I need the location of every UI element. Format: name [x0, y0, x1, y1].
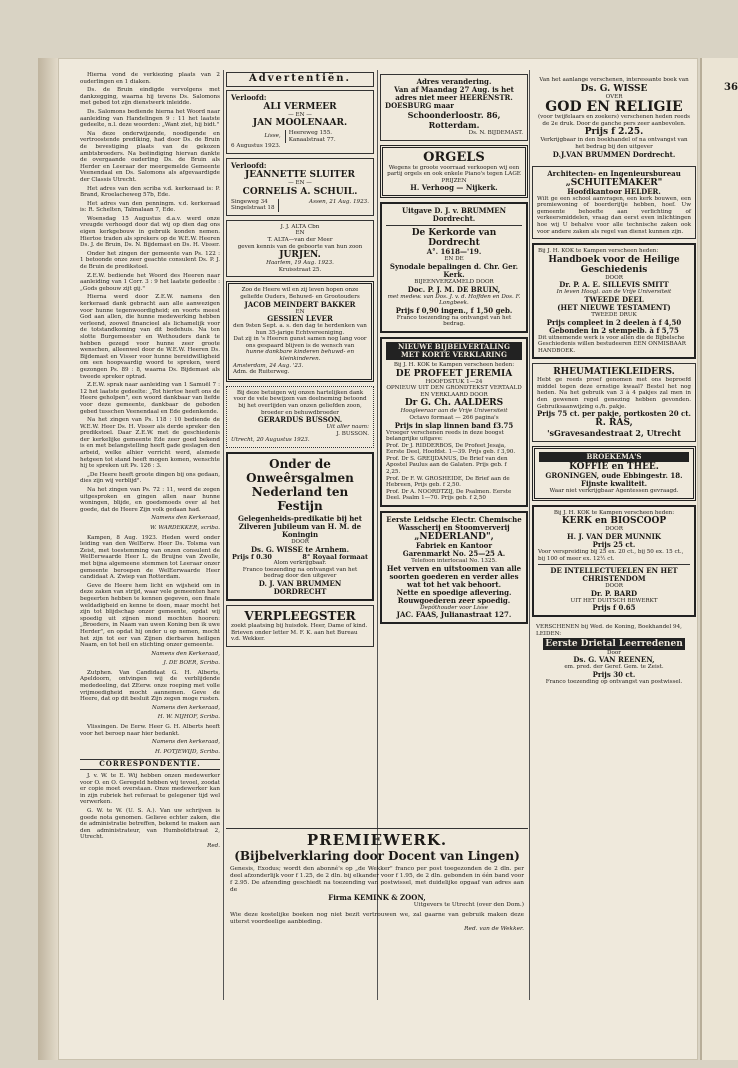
birth-notice: J. J. ALTA Cbn EN T. ALTA—van der Meer geven kennis van de geboorte van hun zoon JURJEN. Haarlem, 19 Aug. 1923. Kruisstraat 25.: [226, 220, 374, 278]
church-order-book-ad: Uitgave D. J. v. BRUMMEN Dordrecht. De Kerkorde van Dordrecht A°. 1618—'19. EN DE Synodale bepalingen d. Chr. Ger. Kerk. BIJEENVERZAMELD DOOR Doc. P. J. M. DE BRUIN, met medew. van Dos. J. v. d. Hoffden en Dos. F. Longbeek. Prijs f 0,90 ingen., f 1,50 geb. Franco toezending na ontvangst van het bedrag.: [380, 202, 528, 333]
signature-line: Namens den kerkeraad,: [151, 704, 220, 711]
correspondence-items: [80, 773, 220, 841]
paragraph: Prof. Dr F. W. GROSHEIDE, De Brief aan de Hebreen, Prijs geb. f 2,50.: [386, 475, 510, 489]
signature-name: J. DE BOER, Scriba.: [163, 660, 220, 667]
paragraph: Hierna werd door Z.E.W. namens den kerkeraad dank gebracht aan alle aanwezigen voor hunne tegenwoordigheid; en voorts meest God aan allen, die hunne medewerking hebben verleend, zoowel financieel als lichamelijk voor de totstandkoming van dit bedehuis. Na ten slotte Burgemeester en Wethouders dank te hebben gezegd voor hunne zeer groote wenschen, alleenwel door de W.E.W. Heeren Ds. Bijdemast en Visser voor hunne bereidwilligheid om een hoopvaardig woord te spreken, werd gezongen Ps. 89 : 8, waarna Ds. Bijdemast als tweede spreker optrad.: [80, 294, 220, 380]
sermons-book-ad: VERSCHENEN bij Wed. de Koning, Boekhandel 94, LEIDEN: Eerste Drietal Leerredenen Door Ds. G. VAN REENEN, em. pred. der Geref. Gem. te Zeist. Prijs 30 ct. Franco toezending op ontvangst van postwissel.: [536, 624, 683, 685]
sacred-history-handbook-ad: Bij J. H. KOK te Kampen verscheen heden: Handboek voor de Heilige Geschiedenis DOOR Dr. P. A. E. SILLEVIS SMITT In leven Hoogl. aan de Vrije Universiteit TWEEDE DEEL (HET NIEUWE TESTAMENT) TWEEDE DRUK Prijs compleet in 2 deelen à f 4,50 Gebonden in 2 stempelb. à f 5,75 Dit uitnemende werk is voor allen die de Bijbelsche Geschiedenis willen bestudeeren EEN ONMISBAAR HANDBOEK.: [532, 243, 696, 359]
dry-cleaning-ad: Eerste Leidsche Electr. Chemische Wasscherij en Stoomververij „NEDERLAND", Fabriek en Kantoor Garenmarkt No. 25—25 A. Telefoon interlocaal No. 1325. Het verven en uitstoomen van alle soorten goederen en verder alles wat tot het vak behoort. Nette en spoedige aflevering. Rouwgoederen zeer spoedig. Depôthouder voor Lisse JAC. FAAS, Julianastraat 127.: [380, 511, 528, 624]
news-paragraphs: [80, 670, 220, 703]
premium-work-ad: PREMIEWERK. (Bijbelverklaring door Docent van Lingen) Genesis, Exodus; wordt den abonné's op „de Wekker" franco per post toegezonden de 2 dln. per deel afzonderlijk voor f 1.25, de 2 dln. bij elkander voor f 1.95, de 2 dln. gebonden in één band voor f 2.95. De afzending geschiedt na toezending van postwissel, met duidelijke opgaaf van adres aan de Firma KEMINK & ZOON, Uitgevers te Utrecht (over den Dom.) Wie deze kostelijke boeken nog niet bezit vertrouwen we, zal gaarne van gebruik maken deze uiterst voordeelige aanbieding. Red. van de Wekker.: [226, 828, 528, 936]
signature-line: Namens den Kerkeraad,: [151, 515, 220, 522]
paragraph: Na het zingen van Ps. 72 : 11, werd de zegen uitgesproken en gingen allen naar hunne woningen, blijde, en goedsmoeds over al het goede, dat de Heere Zijn volk gedaan had.: [80, 487, 220, 513]
column-rule: [529, 70, 530, 1000]
paragraph: Zutphen. Van Candidaat G. H. Alberts, Apeldoorn, ontvingen wij de verblijdende mededeeling, dat ZEerw. onze roeping met volle vrijmoedigheid mocht aannemen. Geve de Heere, dat op dit besluit Zijn zegen moge rusten.: [80, 669, 220, 703]
anniversary-notice: Zoo de Heere wil en zij leven hopen onze geliefde Ouders, Behuwd- en Grootouders JACOB MEINDERT BAKKER EN GESSIEN LEVER den 9sten Sept. a. s. den dag te herdenken van hun 35-jarige Echtvereeniging. Dat zij in 's Heeren gunst samen nog lang voor ons gespaard blijven is de wensch van hunne dankbare kinderen behuwd- en kleinkinderen. Amsterdam, 24 Aug. '23. Adm. de Ruiterweg.: [226, 281, 374, 382]
paragraph: Prof. Dr A. NOORDTZIJ, De Psalmen. Eerste Deel. Psalm 1—70. Prijs geb. f 2,50: [386, 488, 512, 502]
paragraph: Z.E.W. sprak naar aanleiding van 1 Samuël 7 : 12 het laatste gedeelte: „Tot hiertoe heeft ons de Heere geholpen", een woord dankbaar van liefde voor deze gemeente, dankbaar de geboden gebed tusschen Veenendaal en Ede gedenkende.: [80, 382, 220, 415]
paragraph: Ds. de Bruin eindigde vervolgens met dankzegging, waarna hij tevens Ds. Salomons met gebed tot zijn dienstwerk inleidde.: [80, 87, 220, 107]
advertisements-masthead: Advertentiën.: [226, 72, 374, 87]
paragraph: Onder het zingen der gemeente van Ps. 122 : 1 betoonde onze zeer geachte consulent Ds. P. J. de Bruin de predikstoel.: [80, 250, 220, 271]
column-news: [80, 72, 220, 853]
column-advertisements-2: [380, 72, 528, 628]
sermon-book-ad: Onder de Onweêrsgalmen Nederland ten Festijn Gelegenheids-predikatie bij het Zilveren Jubileum van H. M. de Koningin DOOR Ds. G. WISSE te Arnhem. Prijs f 0.30 8° Royaal formaat Alom verkrijgbaar. Franco toezending na ontvangst van het bedrag door den uitgever D. J. VAN BRUMMEN DORDRECHT: [226, 452, 374, 601]
paragraph: G. W. te W. (U. S. A.). Van uw schrijven is goede nota genomen. Gelieve echter zaken, die de administratie betreffen, bekend te maken aan den administrateur, van Humboldtstraat 2, Utrecht.: [80, 807, 220, 841]
news-paragraphs: [80, 724, 220, 737]
god-religion-book-ad: Van het aanlange verschenen, interessante boek van Ds. G. WISSE OVER GOD EN RELIGIE (voor twijfelaars en zoekers) verschenen heden reeds de 2e druk. Door de ganche pers zeer aanbevolen. Prijs f 2.25. Verkrijgbaar in den boekhandel of na ontvangst van het bedrag bij den uitgever D.J.VAN BRUMMEN Dordrecht.: [537, 77, 691, 159]
engagement-notice: Verloofd: ALI VERMEER — EN — JAN MOOLENAAR. Lisse, Heereweg 155. Kanaalstraat 77. 6 Augustus 1923.: [226, 90, 374, 154]
news-paragraphs: [80, 535, 220, 649]
paragraph: Vlissingen. De Eerw. Heer G. H. Alberts heeft voor het beroep naar hier bedankt.: [80, 724, 220, 737]
architect-bureau-ad: Architecten- en Ingenieursbureau „SCHUITEMAKER" Hoofdkantoor HELDER. Wilt ge een school aanvragen, een kerk bouwen, een premiewoning of boerderijtje hebben, hoef. Uw gemeente behoefte aan verlichting of verkeersmiddelen, vraag dan eerst even inlichtingen hoe wij U behalve voor alle technische zaken ook voor andere zaken als regel van dienst kunnen zijn.: [532, 166, 696, 240]
paragraph: Kampen, 8 Aug. 1923. Heden werd onder leiding van den WelEerw. Heer Ds. Tolsma van Zeist, met toestemming van onzen consulent de WelEerwaarde Heer L. de Bruijne van Zwolle, met bijna algemeene stemmen tot Leeraar onzer gemeente beroepen de WelEerwaarde Heer candidaat A. Zwiep van Rotterdam.: [80, 534, 220, 581]
nurse-ad: VERPLEEGSTER zoekt plaatsing bij huisdok. Heer, Dame of kind. Brieven onder letter M. F. K. aan het Bureau v.d. Wekker.: [226, 605, 374, 647]
paragraph: Prof. Dr J. RIDDERBOS, De Profeet Jesaja, Eerste Deel, Hoofdst. 1—39. Prijs geb. f 3,90.: [386, 442, 516, 456]
paragraph: Geve de Heere hem licht en wijsheid om in deze zaken van strijd, waar vele gemeenten hare begeerten hebben te kennen gegeven, een finale weldadigheid en kenne te doen, maar mocht het zijn tot blijdschap onzer gemeente, opdat wij spoedig uit zijnen mond mochten hooren: „Broeders, in Naam van uwen Koning ben ik uwe Herder", en opdat hij onder u op nemen, mocht het zijn tot eer van Zijnen dierbaren heiligen Naam, en tot heil en stichting onzer gemeente.: [80, 582, 220, 649]
column-rule: [223, 70, 224, 1000]
signature-line: Namens den kerkeraad,: [151, 739, 220, 746]
thanks-notice: Bij deze betuigen wij onzen hartelijken dank voor de vele bewijzen van deelneming betoond bij het overlijden van onzen geliefden zoon, broeder en behuwdbroeder GERARDUS BUSSON. Uit aller naam: J. BUSSON. Utrecht, 20 Augustus 1923.: [226, 386, 374, 448]
correspondence-signature: Red.: [207, 842, 220, 849]
paragraph: Het adres van den scriba v.d. kerkeraad is: P. Brand, Kroelacheweg 57b, Ede.: [80, 185, 220, 199]
address-change-ad: Adres verandering. Van af Maandag 27 Aug. is het adres niet meer HEERENSTR. DOESBURG maar Schoonderloostr. 86, Rotterdam. Ds. N. BIJDEMAST.: [380, 74, 528, 141]
paragraph: Hierna vond de verkiezing plaats van 2 ouderlingen en 1 diaken.: [80, 72, 220, 85]
signature-name: H. W. NIJHOF, Scriba.: [157, 714, 220, 721]
earlier-volumes-list: [386, 443, 522, 502]
paragraph: Prof. Dr S. GREIJDANUS, De Brief van den Apostel Paulus aan de Galaten. Prijs geb. f 2,25.: [386, 455, 508, 476]
coffee-tea-ad: BROEKEMA'S KOFFIE en THEE. GRONINGEN, oude Ebbingestr. 18. Fijnste kwaliteit. Waar niet verkrijgbaar Agentessen gevraagd.: [532, 446, 696, 501]
page-number: 36: [724, 82, 738, 93]
signature-name: H. POTJEWIJD, Scriba.: [154, 748, 220, 755]
news-paragraphs: [80, 72, 220, 513]
signature-line: Namens den Kerkeraad,: [151, 650, 220, 657]
paragraph: Woensdag 15 Augustus d.a.v. werd onze vreugde verhoogd door dat wij op dien dag ons eigen kerkgebouw in gebruik konden nemen. Hiertoe traden als sprekers op de W.E.W. Heeren Ds. J. de Bruin, Ds. N. Bijdemast en Ds. H. Visser.: [80, 215, 221, 249]
paragraph: Z.E.W. bediende het Woord des Heeren naar aanleiding van 1 Corr. 3 : 9 het laatste gedeelte : „Gods gebouw zijt gij.": [80, 272, 220, 292]
column-advertisements-3: [532, 72, 696, 692]
paragraph: Na het zingen van Ps. 118 : 10 bediende de W.E.W. Heer Ds. H. Visser als derde spreker den predikstoel. Daar Z.E.W. met de geschiedenis der kerkelijke gemeente Ede zeer goed bekend is en met belangstelling heeft gade geslagen den arbeid, welke alhier verricht werd, alsmede hetgeen tot stand heeft mogen komen, wenschte hij te spreken uit Ps. 126 : 3.: [80, 417, 220, 470]
paragraph: J. v. W. te E. Wij hebben onzen medewerker voor O. en O. Geregeld hebben wij tevoel, zoodat er copie moet overstaan. Onze medewerker kan in zijn rubriek het referaat te gelegener tijd wel verwerken.: [80, 773, 220, 806]
binding-edge: [38, 58, 58, 1060]
signature-name: W. WARDEKKER, scriba.: [150, 525, 220, 531]
bible-translation-ad: NIEUWE BIJBELVERTALING MET KORTE VERKLARING Bij J. H. KOK te Kampen verscheen heden: DE PROFEET JEREMIA HOOFDSTUK 1—24 OPNIEUW UIT DEN GRONDTEKST VERTAALD EN VERKLAARD DOOR Dr G. Ch. AALDERS Hoogleeraar aan de Vrije Universiteit Octavo formaat — 266 pagina's Prijs in slap linnen band f3.75 Vroeger verschenen reeds in deze boogst belangrijke uitgave: Prof. Dr J. RIDDERBOS, De Profeet Jesaja, Eerste Deel, Hoofdst. 1—39. Prijs geb. f 3,90. Prof. Dr S. GREIJDANUS, De Brief van den Apostel Paulus aan de Galaten. Prijs geb. f 2,25. Prof. Dr F. W. GROSHEIDE, De Brief aan de Hebreen, Prijs geb. f 2,50. Prof. Dr A. NOORDTZIJ, De Psalmen. Eerste Deel. Psalm 1—70. Prijs geb. f 2,50: [380, 337, 528, 507]
organs-ad: ORGELS Wegens te groote voorraad verkoopen wij een partij orgels en ook enkele Piano's tegen LAGE PRIJZEN H. Verhoog — Nijkerk.: [380, 145, 528, 199]
paragraph: Na deze onderwijzende, noodigende en vertroostende prediking, had door Ds. de Bruin de bevestiging plaats van de gekozen ambtsbroeders. Na beëindiging hiervan dankte de overgaande ouderling Ds. de Bruin als Herder en Leeraar der meergemelde Gemeente Veenendaal en Ds. Salomons als afgevaardigde der Classis Utrecht.: [80, 130, 220, 183]
column-advertisements: [226, 72, 374, 651]
church-cinema-book-ad: Bij J. H. KOK te Kampen verscheen heden: KERK en BIOSCOOP DOOR H. J. VAN DER MUNNIK Prijs 25 ct. Voor verspreiding bij 25 ex. 20 ct., bij 50 ex. 15 ct., bij 100 of meer ex. 12½ ct. DE INTELLECTUEELEN EN HET CHRISTENDOM DOOR Dr. P. BARD UIT HET DUITSCH BEWERKT Prijs f 0.65: [532, 505, 696, 618]
paragraph: „De Heere heeft groote dingen bij ons gedaan, dies zijn wij verblijd".: [80, 471, 220, 485]
paragraph: Het adres van den penningm. v.d. kerkeraad is: R. Schelten, Talmalaan 7, Ede.: [80, 200, 220, 214]
paragraph: Ds. Salomons bediende hierna het Woord naar aanleiding van Handelingen 9 : 11 het laatste gedeelte, n.l. deze woorden: „Want ziet, hij bidt.": [80, 108, 220, 129]
correspondence-heading: CORRESPONDENTIE.: [80, 759, 220, 770]
next-page-edge: [700, 58, 738, 1060]
rheumatism-ad: RHEUMATIEKLEIDERS. Hebt ge reeds proef genomen met ons beproefd middel tegen deze ernstige kwaal? Bestel het nog heden. Na het gebruik van 3 à 4 pakjes zal men in den gewenen regel genezing hebben gevonden. Gebruiksaanwijzing o./h. pakje. Prijs 75 ct. per pakje, portkosten 20 ct. R. RAS, 'sGravesandestraat 2, Utrecht: [532, 363, 696, 442]
engagement-notice: Verloofd: JEANNETTE SLUITER — EN — CORNELIS A. SCHUIL. Singeweg 34 Singelstraat 18 Assen, 21 Aug. 1923.: [226, 158, 374, 216]
